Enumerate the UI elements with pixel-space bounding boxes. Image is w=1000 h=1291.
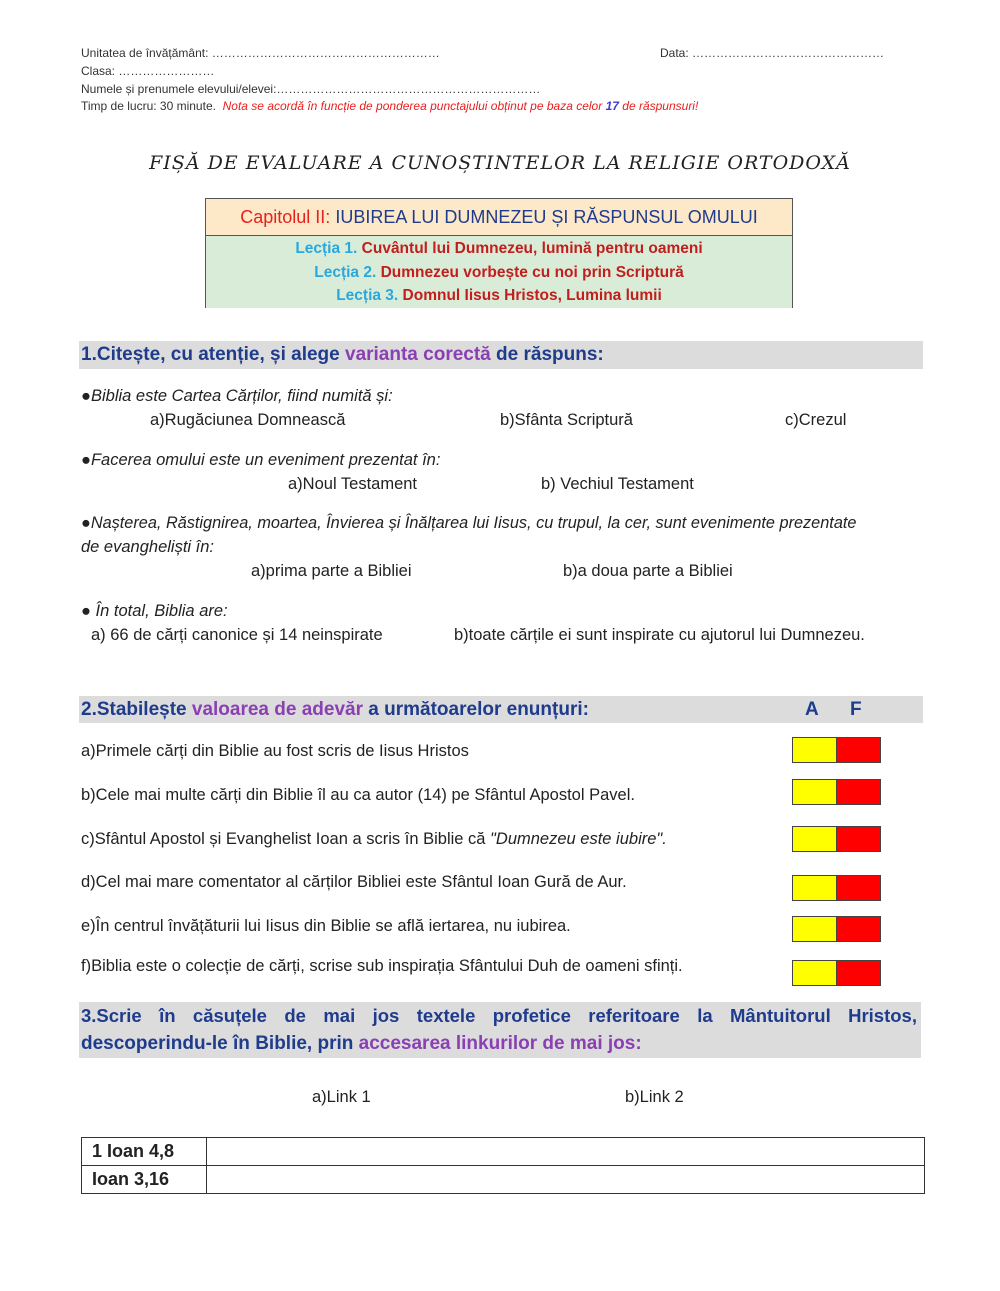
statement-e: e)În centrul învățăturii lui Iisus din Biblie se află iertarea, nu iubirea. (81, 917, 571, 935)
true-box[interactable] (792, 960, 837, 986)
statement-d: d)Cel mai mare comentator al cărților Bibliei este Sfântul Ioan Gură de Aur. (81, 873, 627, 891)
question-3: ●Nașterea, Răstignirea, moartea, Învierea și Înălțarea lui Iisus, cu trupul, la cer, sunt evenimente prezentate (81, 514, 857, 532)
statement-c-quote: "Dumnezeu este iubire". (490, 830, 667, 848)
lesson-item (206, 284, 792, 308)
table-row (82, 1166, 925, 1194)
date-field: Data: ………………………………………… (660, 46, 885, 60)
lesson-label: Lecția 2. (314, 263, 377, 281)
statement-b: b)Cele mai multe cărți din Biblie îl au ca autor (14) pe Sfântul Apostol Pavel. (81, 786, 635, 804)
section2-post: a următoarelor enunțuri: (368, 699, 589, 720)
statement-a: a)Primele cărți din Biblie au fost scris de Iisus Hristos (81, 742, 469, 760)
true-column-label: A (805, 699, 819, 720)
answer-cell[interactable] (207, 1138, 925, 1166)
chapter-label: Capitolul II: (240, 207, 331, 227)
lesson-label: Lecția 1. (295, 240, 358, 257)
section2-highlight: valoarea de adevăr (191, 699, 364, 720)
time-note-line (81, 99, 698, 113)
answer-table (81, 1137, 925, 1194)
time-label: Timp de lucru: 30 minute. (81, 99, 216, 113)
grading-note-end: de răspunsuri! (622, 99, 699, 113)
section1-post: de răspuns: (496, 344, 604, 365)
table-row (82, 1138, 925, 1166)
section2-heading (79, 696, 923, 723)
question-3-cont: de evangheliști în: (81, 538, 215, 556)
statement-f: f)Biblia este o colecție de cărți, scrise sub inspirația Sfântului Duh de oameni sfinți. (81, 957, 683, 975)
lesson-item (206, 237, 792, 261)
option-2a[interactable]: a)Noul Testament (288, 475, 418, 493)
grading-note: Nota se acordă în funcție de ponderea punctajului obținut pe baza celor (222, 99, 603, 113)
section3-heading (79, 1002, 921, 1058)
verse-ref: Ioan 3,16 (82, 1166, 207, 1194)
section1-highlight: varianta corectă (345, 344, 491, 365)
page-title: FIȘĂ DE EVALUARE A CUNOȘTINTELOR LA RELIGIE ORTODOXĂ (149, 152, 851, 174)
false-box[interactable] (836, 960, 881, 986)
lesson-title: Cuvântul lui Dumnezeu, lumină pentru oameni (361, 240, 703, 257)
lesson-title: Dumnezeu vorbește cu noi prin Scriptură (380, 263, 684, 281)
statement-c (81, 830, 667, 849)
section1-heading (79, 341, 923, 369)
false-box[interactable] (836, 916, 881, 942)
false-box[interactable] (836, 826, 881, 852)
link-1[interactable]: a)Link 1 (312, 1088, 371, 1106)
question-4: ● În total, Biblia are: (81, 602, 228, 620)
true-box[interactable] (792, 737, 837, 763)
false-box[interactable] (836, 779, 881, 805)
true-box[interactable] (792, 916, 837, 942)
option-3a[interactable]: a)prima parte a Bibliei (251, 562, 412, 580)
chapter-heading (206, 199, 792, 236)
chapter-box (205, 198, 793, 308)
section3-line2-pre: descoperindu-le în Biblie, prin (81, 1033, 354, 1054)
statement-c-text: c)Sfântul Apostol și Evanghelist Ioan a scris în Biblie că (81, 830, 491, 848)
false-box[interactable] (836, 737, 881, 763)
option-1b[interactable]: b)Sfânta Scriptură (500, 411, 633, 429)
false-column-label: F (850, 699, 862, 720)
question-1: ●Biblia este Cartea Cărților, fiind numită și: (81, 387, 393, 405)
student-name-field: Numele și prenumele elevului/elevei:………………………………………………………… (81, 82, 541, 96)
chapter-name: IUBIREA LUI DUMNEZEU ȘI RĂSPUNSUL OMULUI (335, 207, 758, 227)
option-2b[interactable]: b) Vechiul Testament (541, 475, 694, 493)
grading-count: 17 (605, 99, 619, 113)
option-4b[interactable]: b)toate cărțile ei sunt inspirate cu ajutorul lui Dumnezeu. (454, 626, 865, 644)
false-box[interactable] (836, 875, 881, 901)
class-field: Clasa: …………………… (81, 64, 215, 78)
lesson-item (206, 261, 792, 285)
option-1c[interactable]: c)Crezul (785, 411, 847, 429)
option-1a[interactable]: a)Rugăciunea Domnească (150, 411, 346, 429)
verse-ref: 1 Ioan 4,8 (82, 1138, 207, 1166)
question-2: ●Facerea omului este un eveniment prezentat în: (81, 451, 441, 469)
true-box[interactable] (792, 826, 837, 852)
section3-line1: 3.Scrie în căsuțele de mai jos textele profetice referitoare la Mântuitorul Hristos, (81, 1005, 917, 1026)
answer-cell[interactable] (207, 1166, 925, 1194)
true-box[interactable] (792, 779, 837, 805)
true-box[interactable] (792, 875, 837, 901)
option-4a[interactable]: a) 66 de cărți canonice și 14 neinspirate (91, 626, 383, 644)
lesson-title: Domnul Iisus Hristos, Lumina lumii (402, 287, 662, 304)
school-unit-field: Unitatea de învățământ: ………………………………………………… (81, 46, 440, 60)
section3-line2 (81, 1030, 917, 1058)
lesson-list (206, 236, 792, 308)
section3-highlight: accesarea linkurilor de mai jos: (358, 1033, 642, 1054)
link-2[interactable]: b)Link 2 (625, 1088, 684, 1106)
lesson-label: Lecția 3. (336, 287, 399, 304)
section1-pre: 1.Citește, cu atenție, și alege (81, 344, 340, 365)
section2-pre: 2.Stabilește (81, 699, 187, 720)
option-3b[interactable]: b)a doua parte a Bibliei (563, 562, 733, 580)
